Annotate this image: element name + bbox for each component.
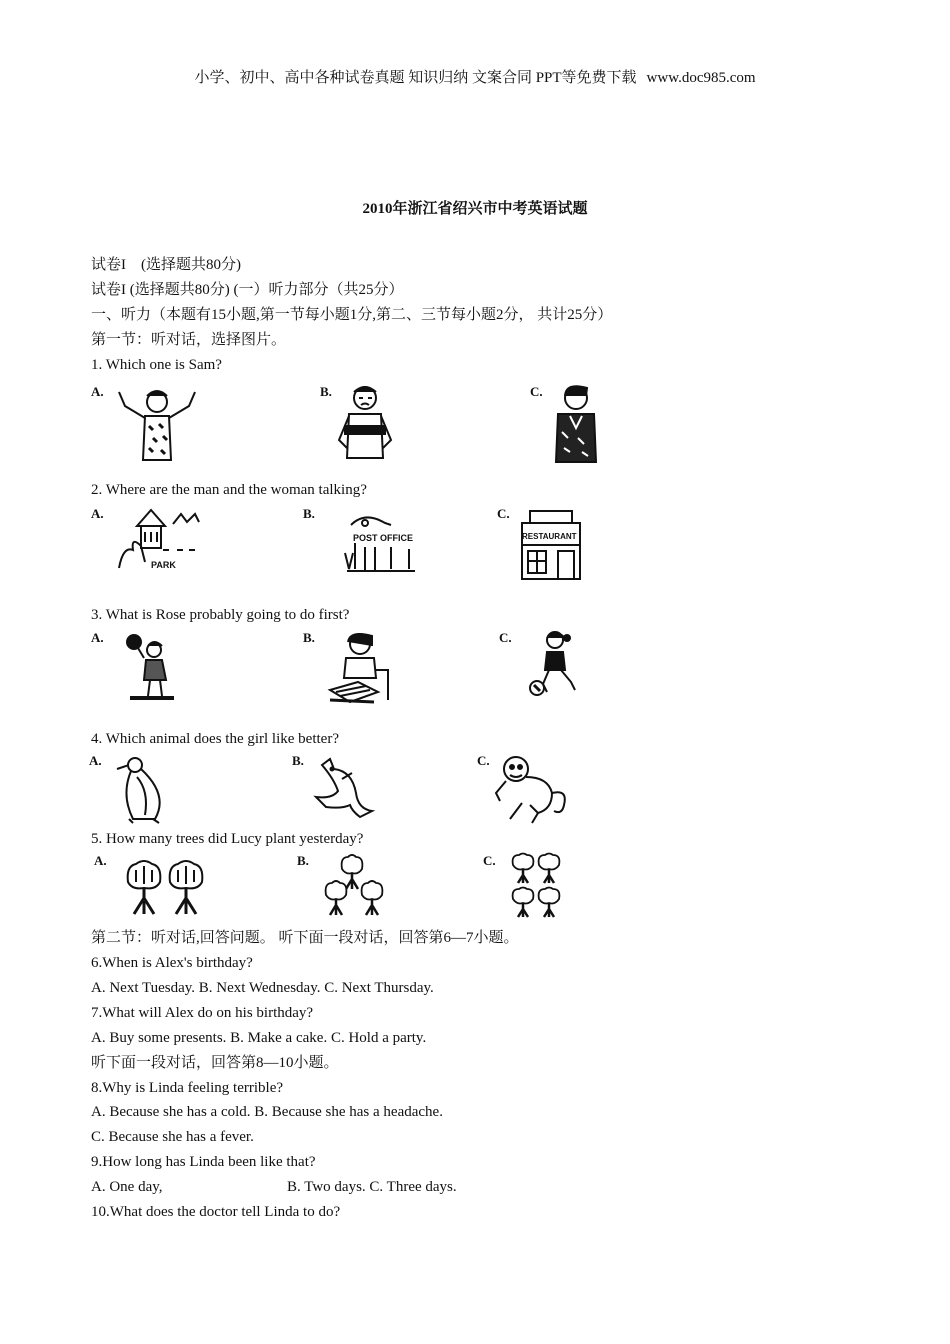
question-7-options: A. Buy some presents. B. Make a cake. C. Hold a party. [91, 1030, 427, 1046]
question-8: 8.Why is Linda feeling terrible? [91, 1080, 284, 1096]
q2-option-c-label: C. [497, 506, 510, 521]
q2-option-a-label: A. [91, 506, 104, 521]
q5-picture-four-trees[interactable] [509, 853, 565, 919]
q5-picture-two-trees[interactable] [122, 858, 208, 920]
question-1: 1. Which one is Sam? [91, 357, 222, 373]
question-2: 2. Where are the man and the woman talking? [91, 482, 367, 498]
q3-option-c-label: C. [499, 630, 512, 645]
listening-part-heading: 试卷I (选择题共80分) (一）听力部分（共25分） [91, 282, 404, 298]
q3-picture-football[interactable] [525, 630, 583, 706]
question-9: 9.How long has Linda been like that? [91, 1154, 316, 1170]
q1-picture-c[interactable] [548, 382, 603, 466]
header-site-link[interactable]: www.doc985.com [646, 70, 756, 86]
q5-option-c-label: C. [483, 853, 496, 868]
question-5: 5. How many trees did Lucy plant yesterday? [91, 831, 364, 847]
q1-option-c-label: C. [530, 384, 543, 399]
question-6: 6.When is Alex's birthday? [91, 955, 253, 971]
question-7: 7.What will Alex do on his birthday? [91, 1005, 314, 1021]
q2-picture-post-office[interactable] [335, 509, 425, 581]
q4-picture-monkey[interactable] [492, 753, 572, 825]
q4-option-a-label: A. [89, 753, 102, 768]
q2-picture-park[interactable] [115, 506, 205, 578]
question-3: 3. What is Rose probably going to do first? [91, 607, 350, 623]
q5-option-a-label: A. [94, 853, 107, 868]
q3-option-a-label: A. [91, 630, 104, 645]
q3-picture-computer[interactable] [328, 630, 394, 706]
paper-heading: 试卷I (选择题共80分) [91, 257, 241, 273]
q1-picture-b[interactable] [335, 382, 395, 464]
exam-title: 2010年浙江省绍兴市中考英语试题 [362, 201, 588, 217]
header-banner: 小学、初中、高中各种试卷真题 知识归纳 文案合同 PPT等免费下载 [194, 70, 637, 86]
question-9-options-bc: B. Two days. C. Three days. [287, 1179, 457, 1195]
q2-option-b-label: B. [303, 506, 315, 521]
q4-option-b-label: B. [292, 753, 304, 768]
question-10: 10.What does the doctor tell Linda to do? [91, 1204, 341, 1220]
q4-option-c-label: C. [477, 753, 490, 768]
question-8-options-ab: A. Because she has a cold. B. Because she has a headache. [91, 1104, 443, 1120]
section1-heading: 第一节：听对话，选择图片。 [91, 332, 287, 348]
question-6-options: A. Next Tuesday. B. Next Wednesday. C. Next Thursday. [91, 980, 434, 996]
q3-option-b-label: B. [303, 630, 315, 645]
section2-heading: 第二节：听对话,回答问题。 听下面一段对话，回答第6—7小题。 [91, 930, 519, 946]
q1-option-a-label: A. [91, 384, 104, 399]
page-header [0, 66, 950, 87]
park-sign-text: PARK [151, 560, 176, 570]
q3-picture-tennis[interactable] [122, 632, 182, 704]
question-8-option-c: C. Because she has a fever. [91, 1129, 254, 1145]
dialogue-2-instruction: 听下面一段对话，回答第8—10小题。 [91, 1055, 339, 1071]
restaurant-sign-text: RESTAURANT [522, 532, 577, 541]
q2-picture-restaurant[interactable] [518, 509, 584, 581]
q4-picture-penguin[interactable] [115, 755, 177, 825]
q5-picture-three-trees[interactable] [322, 853, 388, 919]
question-9-option-a: A. One day, [91, 1179, 163, 1195]
q5-option-b-label: B. [297, 853, 309, 868]
post-office-sign-text: POST OFFICE [353, 533, 414, 543]
listening-instructions: 一、听力（本题有15小题,第一节每小题1分,第二、三节每小题2分， 共计25分） [91, 307, 613, 323]
q4-picture-dolphin[interactable] [312, 757, 378, 823]
q1-option-b-label: B. [320, 384, 332, 399]
question-4: 4. Which animal does the girl like better? [91, 731, 339, 747]
q1-picture-a[interactable] [115, 386, 200, 464]
